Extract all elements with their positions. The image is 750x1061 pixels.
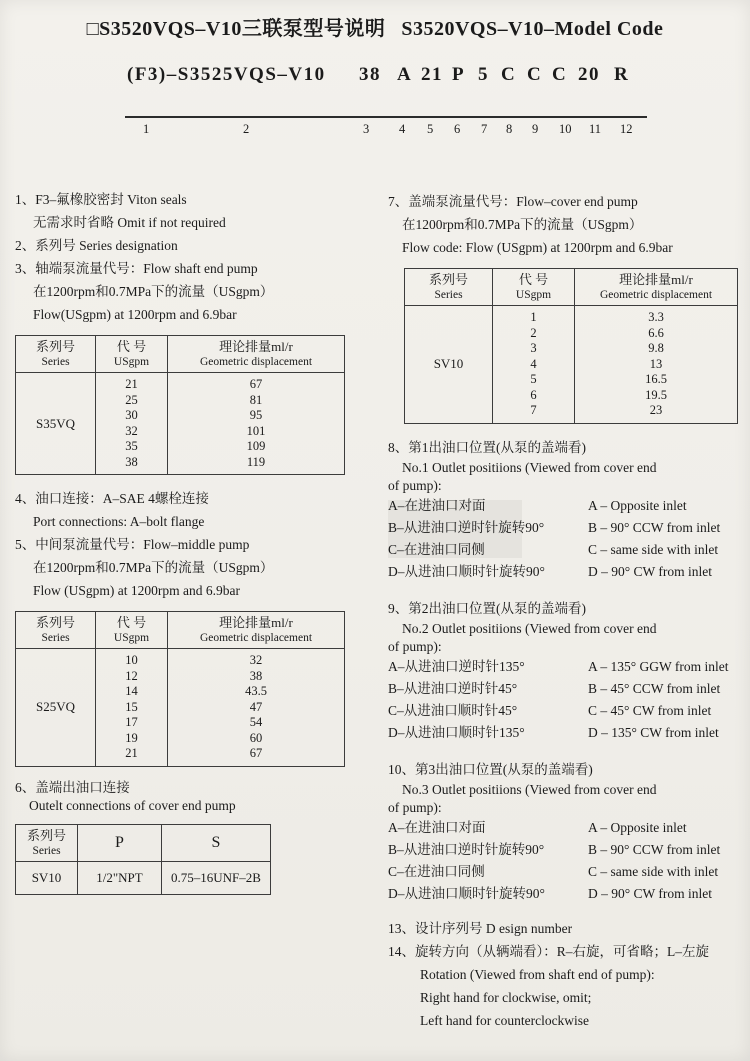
model-code-part: R <box>614 64 630 85</box>
table-cell-line: 25 <box>125 392 138 407</box>
right-column <box>388 178 744 1032</box>
table-cell-line: 60 <box>249 730 263 745</box>
item10-subheading: No.3 Outlet positiions (Viewed from cover end <box>402 781 657 797</box>
item3-flow-cn: 在1200rpm和0.7MPa下的流量（USgpm） <box>33 284 274 299</box>
ruler-number: 12 <box>620 122 633 136</box>
item7-line: 7、盖端泵流量代号：Flow–cover end pump <box>388 194 638 209</box>
p-header: P <box>78 824 162 861</box>
table-cell-line: 30 <box>125 408 138 422</box>
item8-subheading: No.1 Outlet positiions (Viewed from cover end <box>402 459 657 475</box>
table-cell-line: 32 <box>249 653 263 667</box>
item7-flow-cn: 在1200rpm和0.7MPa下的流量（USgpm） <box>402 217 643 232</box>
page-title-en: S3520VQS–V10–Model Code <box>401 18 664 40</box>
item9-subheading2: of pump): <box>388 638 442 654</box>
table-cell-line: 67 <box>249 377 263 391</box>
outlet-option: A–从进油口逆时针135° A – 135° GGW from inlet <box>388 658 729 674</box>
model-code-part: C <box>552 64 568 85</box>
item5-flow-en: Flow (USgpm) at 1200rpm and 6.9bar <box>33 583 240 598</box>
series-cell: S35VQ <box>16 373 96 475</box>
series-header: 系列号 Series <box>16 336 96 373</box>
table-cell-line: 6.6 <box>648 325 664 340</box>
outlet-option: B–从进油口逆时针45° B – 45° CCW from inlet <box>388 680 721 696</box>
table-row <box>16 373 345 475</box>
outlet-option: D–从进油口顺时针135° D – 135° CW from inlet <box>388 724 719 740</box>
series-cell: S25VQ <box>16 649 96 767</box>
series-header: 系列号 Series <box>16 824 78 861</box>
item4-line: 4、油口连接：A–SAE 4螺栓连接 <box>15 491 209 506</box>
s-header: S <box>162 824 271 861</box>
table-row <box>405 306 738 424</box>
table-header-row <box>16 336 345 373</box>
code-header: 代 号 USgpm <box>493 269 575 306</box>
item8-subheading2: of pump): <box>388 477 442 493</box>
table-cell-line: 13 <box>649 356 663 371</box>
ruler-number: 10 <box>559 122 572 136</box>
table-cell-line: 119 <box>246 454 266 469</box>
codes-cell <box>96 649 168 767</box>
model-code-line <box>0 64 750 94</box>
outlet-option: D–从进油口顺时针旋转90° D – 90° CW from inlet <box>388 885 713 901</box>
item5-flow-cn: 在1200rpm和0.7MPa下的流量（USgpm） <box>33 560 274 575</box>
ruler-number: 6 <box>454 122 461 136</box>
item2-line: 2、系列号 Series designation <box>15 238 178 253</box>
item5-line: 5、中间泵流量代号：Flow–middle pump <box>15 537 250 552</box>
item14-rotation-en: Rotation (Viewed from shaft end of pump): <box>420 966 655 982</box>
outlet-option: B–从进油口逆时针旋转90° B – 90° CCW from inlet <box>388 519 721 535</box>
item7-flow-en: Flow code: Flow (USgpm) at 1200rpm and 6.9bar <box>402 240 673 255</box>
code-header: 代 号 USgpm <box>96 612 168 649</box>
table-row <box>16 649 345 767</box>
ruler-number: 7 <box>481 122 488 136</box>
table-header-row <box>405 269 738 306</box>
codes-cell <box>493 306 575 424</box>
cover-end-connection-table <box>15 824 271 895</box>
table-cell-line: 43.5 <box>245 684 267 698</box>
outlet-option: A–在进油口对面 A – Opposite inlet <box>388 497 687 513</box>
table-cell-line: 10 <box>125 653 138 667</box>
code-header: 代 号 USgpm <box>96 336 168 373</box>
table-cell-line: 81 <box>249 392 263 407</box>
displacement-header: 理论排量ml/r Geometric displacement <box>168 612 345 649</box>
ruler-number: 11 <box>589 122 602 136</box>
table-cell-line: 3 <box>530 341 537 355</box>
table-cell-line: 21 <box>125 377 138 391</box>
model-code-part: 21 <box>421 64 443 85</box>
model-code-part: 20 <box>578 64 600 85</box>
table-cell-line: 32 <box>125 423 138 438</box>
item9-subheading: No.2 Outlet positiions (Viewed from cover end <box>402 620 657 636</box>
table-header-row <box>16 612 345 649</box>
s-cell: 0.75–16UNF–2B <box>162 861 271 894</box>
item3-flow-en: Flow(USgpm) at 1200rpm and 6.9bar <box>33 307 237 322</box>
page-title <box>0 12 750 41</box>
item1-note: 无需求时省略 Omit if not required <box>33 215 226 230</box>
displacement-header: 理论排量ml/r Geometric displacement <box>168 336 345 373</box>
table-cell-line: 16.5 <box>645 372 667 386</box>
table-cell-line: 21 <box>125 746 138 760</box>
table-cell-line: 2 <box>530 325 537 340</box>
table-cell-line: 1 <box>530 310 537 324</box>
displacement-header: 理论排量ml/r Geometric displacement <box>575 269 738 306</box>
item13-line: 13、设计序列号 D esign number <box>388 920 573 936</box>
model-code-part: A <box>397 64 413 85</box>
item4-note: Port connections: A–bolt flange <box>33 514 205 529</box>
ruler-line <box>125 116 647 118</box>
table-cell-line: 9.8 <box>648 341 664 355</box>
middle-pump-flow-table <box>15 611 345 767</box>
table-cell-line: 3.3 <box>648 310 664 324</box>
item1-line: 1、F3–氟橡胶密封 Viton seals <box>15 192 187 207</box>
table-row <box>16 861 271 894</box>
ruler-number: 3 <box>363 122 370 136</box>
table-cell-line: 19.5 <box>645 387 667 402</box>
p-cell: 1/2"NPT <box>78 861 162 894</box>
item10-heading: 10、第3出油口位置(从泵的盖端看) <box>388 761 593 777</box>
outlet-option: C–在进油口同侧 C – same side with inlet <box>388 863 719 879</box>
item9-heading: 9、第2出油口位置(从泵的盖端看) <box>388 600 586 616</box>
shaft-pump-flow-table <box>15 335 345 475</box>
page-title-cn: □S3520VQS–V10三联泵型号说明 <box>86 18 386 40</box>
table-cell-line: 109 <box>246 439 266 453</box>
table-cell-line: 17 <box>125 715 138 729</box>
ruler-number: 4 <box>399 122 406 136</box>
table-cell-line: 19 <box>125 730 138 745</box>
table-cell-line: 95 <box>249 408 263 422</box>
model-code-part: C <box>527 64 543 85</box>
item6-line: 6、盖端出油口连接 <box>15 779 130 795</box>
outlet-option: B–从进油口逆时针旋转90° B – 90° CCW from inlet <box>388 841 721 857</box>
outlet-option: C–从进油口顺时针45° C – 45° CW from inlet <box>388 702 712 718</box>
table-cell-line: 12 <box>125 668 138 683</box>
model-code-part: C <box>501 64 517 85</box>
ruler-number: 1 <box>143 122 150 136</box>
table-cell-line: 7 <box>530 403 537 417</box>
item14-left-hand: Left hand for counterclockwise <box>420 1012 590 1028</box>
table-cell-line: 35 <box>125 439 138 453</box>
cover-pump-flow-table <box>404 268 738 424</box>
series-header: 系列号 Series <box>405 269 493 306</box>
item14-right-hand: Right hand for clockwise, omit; <box>420 989 592 1005</box>
table-cell-line: 23 <box>649 403 663 417</box>
table-cell-line: 5 <box>530 372 537 386</box>
item10-subheading2: of pump): <box>388 799 442 815</box>
table-cell-line: 47 <box>249 699 263 714</box>
table-cell-line: 38 <box>249 668 263 683</box>
item6-note: Outelt connections of cover end pump <box>29 797 236 813</box>
table-cell-line: 6 <box>530 387 537 402</box>
displacements-cell <box>168 649 345 767</box>
model-code-part: (F3)–S3525VQS–V10 <box>127 64 326 85</box>
displacements-cell <box>575 306 738 424</box>
table-cell-line: 14 <box>125 684 138 698</box>
model-code-part: 38 <box>359 64 381 85</box>
ruler-number: 2 <box>243 122 250 136</box>
codes-cell <box>96 373 168 475</box>
table-cell-line: 54 <box>249 715 263 729</box>
ruler-number: 5 <box>427 122 434 136</box>
model-code-part: P <box>452 64 466 85</box>
displacements-cell <box>168 373 345 475</box>
item14-line: 14、旋转方向（从辆端看）：R–右旋，可省略；L–左旋 <box>388 943 710 959</box>
outlet-option: D–从进油口顺时针旋转90° D – 90° CW from inlet <box>388 563 713 579</box>
left-column <box>15 178 377 907</box>
series-cell: SV10 <box>16 861 78 894</box>
series-header: 系列号 Series <box>16 612 96 649</box>
table-cell-line: 67 <box>249 746 263 760</box>
code-position-ruler <box>0 110 750 150</box>
table-cell-line: 15 <box>125 699 138 714</box>
outlet-option: C–在进油口同侧 C – same side with inlet <box>388 541 719 557</box>
table-cell-line: 38 <box>125 454 138 469</box>
ruler-number: 9 <box>532 122 539 136</box>
table-cell-line: 4 <box>530 356 537 371</box>
model-code-part: 5 <box>478 64 489 85</box>
item8-heading: 8、第1出油口位置(从泵的盖端看) <box>388 439 586 455</box>
outlet-option: A–在进油口对面 A – Opposite inlet <box>388 819 687 835</box>
item3-line: 3、轴端泵流量代号：Flow shaft end pump <box>15 261 258 276</box>
table-header-row <box>16 824 271 861</box>
table-cell-line: 101 <box>246 423 266 438</box>
ruler-number: 8 <box>506 122 513 136</box>
series-cell: SV10 <box>405 306 493 424</box>
